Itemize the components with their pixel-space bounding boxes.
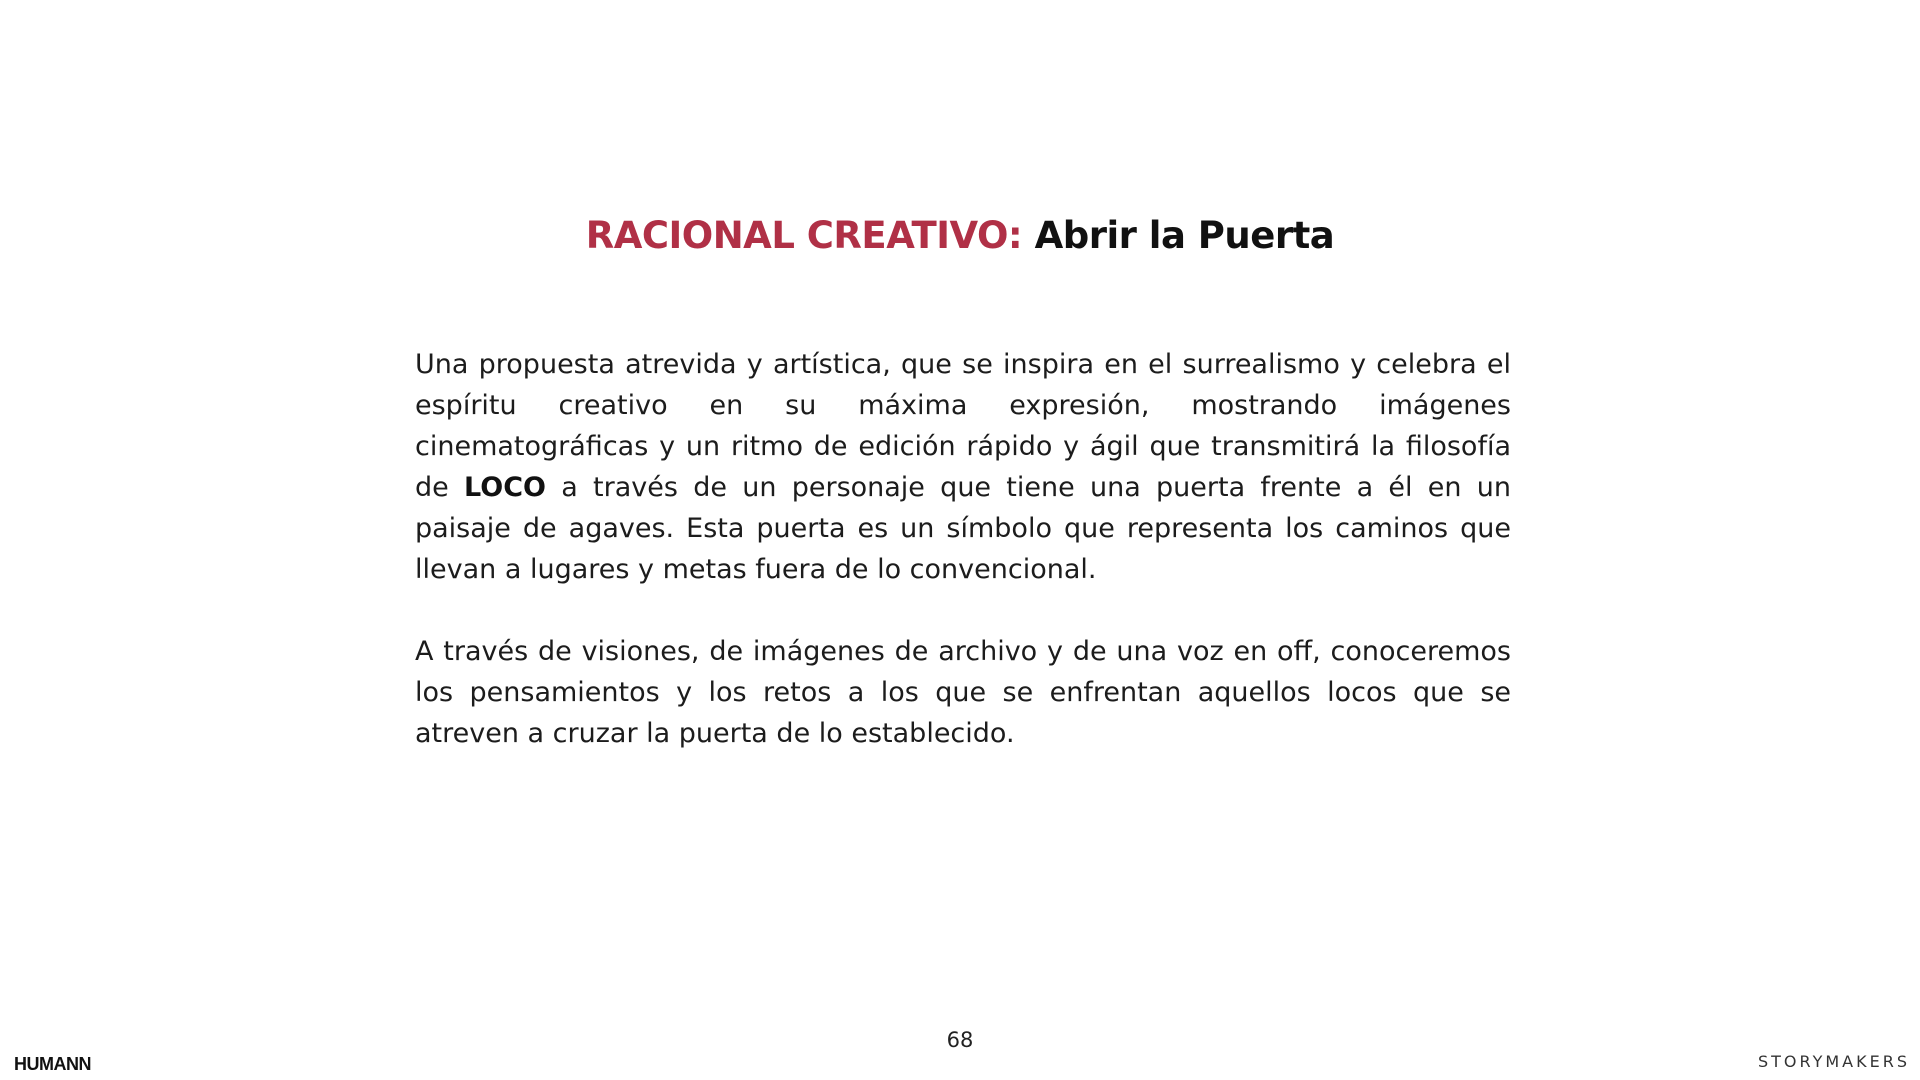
paragraph-2: A través de visiones, de imágenes de archivo y de una voz en off, conoceremos los pensamientos y los retos a los que se enfrentan aquellos locos que se atreven a cruzar la puerta de lo establecido. <box>415 636 1511 749</box>
page-number: 68 <box>946 1028 974 1052</box>
title-subtitle: Abrir la Puerta <box>1034 214 1335 257</box>
storymakers-logo: STORYMAKERS <box>1757 1052 1910 1071</box>
title-accent: RACIONAL CREATIVO: <box>585 214 1023 257</box>
brand-name-bold: LOCO <box>464 472 546 503</box>
body-text <box>415 344 1511 754</box>
paragraph-1-end: a través de un personaje que tiene una puerta frente a él en un paisaje de agaves. Esta puerta es un símbolo que representa los caminos que llevan a lugares y metas fuera de lo convencional. <box>415 472 1511 585</box>
humann-logo: HUMANN <box>14 1054 91 1074</box>
slide-title <box>0 210 1920 262</box>
paragraph-1-start: Una propuesta atrevida y artística, que se inspira en el surrealismo y celebra el espíritu creativo en su máxima expresión, mostrando imágenes cinematográficas y un ritmo de edición rápido y ágil que transmitirá la filosofía de <box>415 349 1511 503</box>
paragraph-1 <box>415 344 1511 590</box>
